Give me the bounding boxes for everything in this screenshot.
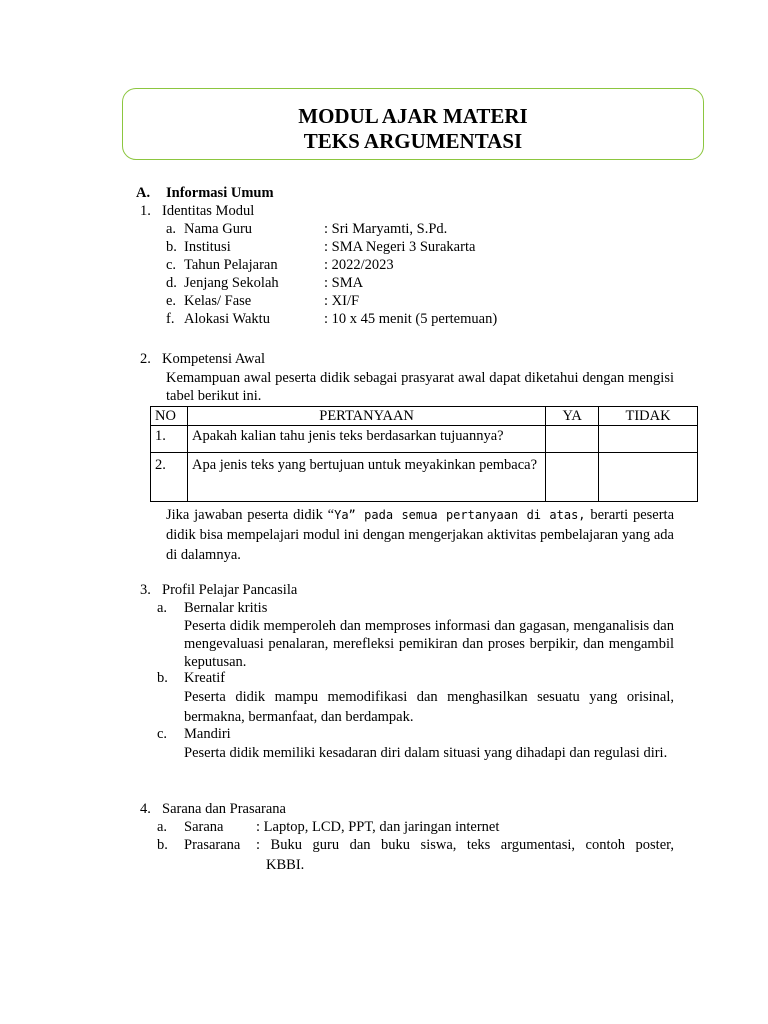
identitas-value-jenjang: : SMA bbox=[324, 275, 364, 291]
identitas-letter-b: b. bbox=[166, 239, 177, 255]
profil-letter-c: c. bbox=[157, 726, 168, 742]
identitas-value-kelas: : XI/F bbox=[324, 293, 360, 309]
sarana-label: Sarana bbox=[184, 819, 224, 835]
section-a-title: Informasi Umum bbox=[166, 185, 274, 201]
profil-title-b: Kreatif bbox=[184, 670, 226, 686]
title-line-1: MODUL AJAR MATERI bbox=[298, 104, 528, 128]
identitas-letter-a: a. bbox=[166, 221, 177, 237]
prasarana-value: : Buku guru dan buku siswa, teks argumentasi, contoh poster, bbox=[256, 837, 674, 853]
profil-title-a: Bernalar kritis bbox=[184, 600, 268, 616]
header-no: NO bbox=[151, 407, 188, 426]
row-tidak-cell[interactable] bbox=[599, 426, 698, 453]
profil-text-c: Peserta didik memiliki kesadaran diri dalam situasi yang dihadapi dan regulasi diri. bbox=[184, 745, 668, 761]
header-pertanyaan: PERTANYAAN bbox=[187, 407, 545, 426]
identitas-value-alokasi: : 10 x 45 menit (5 pertemuan) bbox=[324, 311, 498, 327]
identitas-letter-e: e. bbox=[166, 293, 177, 309]
identitas-label-kelas: Kelas/ Fase bbox=[184, 293, 252, 309]
identitas-letter-d: d. bbox=[166, 275, 177, 291]
identitas-value-tahun: : 2022/2023 bbox=[324, 257, 394, 273]
sarana-value: : Laptop, LCD, PPT, dan jaringan internet bbox=[256, 819, 500, 835]
header-tidak: TIDAK bbox=[599, 407, 698, 426]
row-no: 1. bbox=[151, 426, 188, 453]
profil-title-c: Mandiri bbox=[184, 726, 231, 742]
kompetensi-number: 2. bbox=[140, 351, 151, 367]
row-question: Apakah kalian tahu jenis teks berdasarkan tujuannya? bbox=[187, 426, 545, 453]
identitas-label-alokasi: Alokasi Waktu bbox=[184, 311, 270, 327]
identitas-number: 1. bbox=[140, 203, 151, 219]
sarana-letter-a: a. bbox=[157, 819, 168, 835]
prasarana-value-line2: KBBI. bbox=[266, 857, 305, 873]
row-ya-cell[interactable] bbox=[546, 426, 599, 453]
sarana-letter-b: b. bbox=[157, 837, 168, 853]
sarana-title: Sarana dan Prasarana bbox=[162, 801, 286, 817]
after-text-mono: Ya” pada semua pertanyaan di atas, bbox=[334, 508, 586, 522]
title-line-2: TEKS ARGUMENTASI bbox=[303, 129, 523, 153]
profil-number: 3. bbox=[140, 582, 151, 598]
table-row bbox=[151, 453, 698, 502]
identitas-label-nama-guru: Nama Guru bbox=[184, 221, 253, 237]
table-row bbox=[151, 426, 698, 453]
identitas-value-institusi: : SMA Negeri 3 Surakarta bbox=[324, 239, 476, 255]
kompetensi-intro: Kemampuan awal peserta didik sebagai prasyarat awal dapat diketahui dengan mengisi tabel berikut ini. bbox=[166, 370, 674, 404]
row-tidak-cell[interactable] bbox=[599, 453, 698, 502]
after-text-rest: berarti peserta didik bisa mempelajari modul ini dengan mengerjakan aktivitas pembelajaran yang ada di dalamnya. bbox=[166, 507, 675, 563]
identitas-label-tahun: Tahun Pelajaran bbox=[184, 257, 278, 273]
prasarana-label: Prasarana bbox=[184, 837, 241, 853]
profil-title: Profil Pelajar Pancasila bbox=[162, 582, 298, 598]
kompetensi-title: Kompetensi Awal bbox=[162, 351, 265, 367]
profil-letter-b: b. bbox=[157, 670, 168, 686]
section-a-label: A. bbox=[136, 185, 151, 201]
identitas-letter-f: f. bbox=[166, 311, 175, 327]
identitas-label-jenjang: Jenjang Sekolah bbox=[184, 275, 279, 291]
kompetensi-after-paragraph bbox=[166, 505, 674, 565]
kompetensi-table bbox=[150, 406, 698, 502]
row-ya-cell[interactable] bbox=[546, 453, 599, 502]
row-no: 2. bbox=[151, 453, 188, 502]
profil-text-a: Peserta didik memperoleh dan memproses informasi dan gagasan, menganalisis dan mengevaluasi penalaran, merefleksi pemikiran dan proses berpikir, dan mengambil keputusan. bbox=[184, 618, 674, 670]
identitas-letter-c: c. bbox=[166, 257, 177, 273]
title-box bbox=[122, 88, 704, 160]
after-text-start: Jika jawaban peserta didik “ bbox=[166, 507, 335, 523]
table-header-row bbox=[151, 407, 698, 426]
identitas-title: Identitas Modul bbox=[162, 203, 255, 219]
profil-letter-a: a. bbox=[157, 600, 168, 616]
header-ya: YA bbox=[546, 407, 599, 426]
profil-text-b: Peserta didik mampu memodifikasi dan menghasilkan sesuatu yang orisinal, bermakna, bermanfaat, dan berdampak. bbox=[184, 689, 674, 725]
sarana-number: 4. bbox=[140, 801, 151, 817]
identitas-value-nama-guru: : Sri Maryamti, S.Pd. bbox=[324, 221, 448, 237]
identitas-label-institusi: Institusi bbox=[184, 239, 231, 255]
row-question: Apa jenis teks yang bertujuan untuk meyakinkan pembaca? bbox=[187, 453, 545, 502]
